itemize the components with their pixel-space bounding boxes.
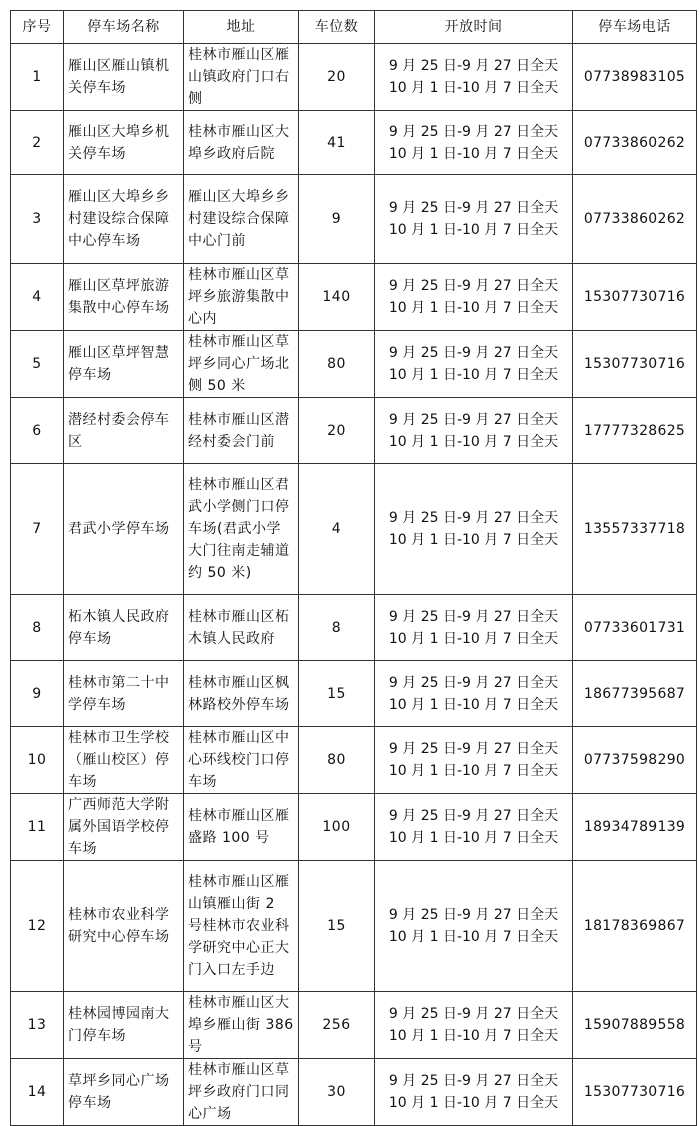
- table-header-row: [11, 11, 697, 44]
- cell-serial-number: 1: [11, 44, 64, 111]
- cell-parking-name: 雁山区草坪旅游集散中心停车场: [64, 264, 184, 331]
- open-time-line-2: 10 月 1 日-10 月 7 日全天: [388, 763, 559, 779]
- cell-open-time: [375, 111, 573, 175]
- cell-address: 桂林市雁山区雁山镇政府门口右侧: [184, 44, 299, 111]
- cell-open-time: [375, 661, 573, 727]
- header-phone: 停车场电话: [573, 11, 697, 44]
- open-time-line-2: 10 月 1 日-10 月 7 日全天: [388, 367, 559, 383]
- cell-serial-number: 8: [11, 595, 64, 661]
- cell-phone: 07733601731: [573, 595, 697, 661]
- table-row: [11, 398, 697, 464]
- open-time-line-1: 9 月 25 日-9 月 27 日全天: [388, 200, 559, 216]
- cell-phone: 07738983105: [573, 44, 697, 111]
- open-time-line-1: 9 月 25 日-9 月 27 日全天: [388, 510, 559, 526]
- cell-serial-number: 4: [11, 264, 64, 331]
- cell-spaces: 9: [299, 175, 375, 264]
- cell-serial-number: 9: [11, 661, 64, 727]
- header-spaces: 车位数: [299, 11, 375, 44]
- cell-parking-name: 雁山区雁山镇机关停车场: [64, 44, 184, 111]
- cell-phone: 18677395687: [573, 661, 697, 727]
- cell-address: 桂林市雁山区大埠乡雁山街 386 号: [184, 992, 299, 1059]
- cell-spaces: 15: [299, 661, 375, 727]
- cell-parking-name: 桂林市卫生学校（雁山校区）停车场: [64, 727, 184, 794]
- cell-address: 桂林市雁山区枫林路校外停车场: [184, 661, 299, 727]
- cell-phone: 15307730716: [573, 331, 697, 398]
- cell-spaces: 256: [299, 992, 375, 1059]
- open-time-line-1: 9 月 25 日-9 月 27 日全天: [388, 907, 559, 923]
- cell-open-time: [375, 331, 573, 398]
- open-time-line-1: 9 月 25 日-9 月 27 日全天: [388, 1073, 559, 1089]
- open-time-line-2: 10 月 1 日-10 月 7 日全天: [388, 300, 559, 316]
- open-time-line-2: 10 月 1 日-10 月 7 日全天: [388, 532, 559, 548]
- cell-parking-name: 潜经村委会停车区: [64, 398, 184, 464]
- cell-open-time: [375, 992, 573, 1059]
- cell-phone: 18934789139: [573, 794, 697, 861]
- cell-address: 桂林市雁山区潜经村委会门前: [184, 398, 299, 464]
- cell-serial-number: 14: [11, 1059, 64, 1126]
- cell-address: 雁山区大埠乡乡村建设综合保障中心门前: [184, 175, 299, 264]
- cell-spaces: 4: [299, 464, 375, 595]
- cell-spaces: 15: [299, 861, 375, 992]
- cell-serial-number: 6: [11, 398, 64, 464]
- open-time-line-1: 9 月 25 日-9 月 27 日全天: [388, 411, 559, 428]
- cell-parking-name: 桂林市第二十中学停车场: [64, 661, 184, 727]
- open-time-line-1: 9 月 25 日-9 月 27 日全天: [388, 674, 559, 691]
- cell-phone: 13557337718: [573, 464, 697, 595]
- cell-open-time: [375, 595, 573, 661]
- table-row: [11, 595, 697, 661]
- cell-address: 桂林市雁山区雁盛路 100 号: [184, 794, 299, 861]
- open-time-line-1: 9 月 25 日-9 月 27 日全天: [388, 741, 559, 757]
- cell-open-time: [375, 44, 573, 111]
- cell-address: 桂林市雁山区雁山镇雁山街 2 号桂林市农业科学研究中心正大门入口左手边: [184, 861, 299, 992]
- cell-open-time: [375, 727, 573, 794]
- cell-phone: 07737598290: [573, 727, 697, 794]
- cell-spaces: 80: [299, 331, 375, 398]
- cell-serial-number: 12: [11, 861, 64, 992]
- cell-open-time: [375, 398, 573, 464]
- cell-spaces: 100: [299, 794, 375, 861]
- open-time-line-1: 9 月 25 日-9 月 27 日全天: [388, 345, 559, 361]
- cell-phone: 07733860262: [573, 111, 697, 175]
- cell-address: 桂林市雁山区草坪乡同心广场北侧 50 米: [184, 331, 299, 398]
- cell-spaces: 30: [299, 1059, 375, 1126]
- cell-phone: 15307730716: [573, 1059, 697, 1126]
- cell-parking-name: 雁山区大埠乡机关停车场: [64, 111, 184, 175]
- open-time-line-2: 10 月 1 日-10 月 7 日全天: [388, 433, 559, 450]
- table-row: [11, 264, 697, 331]
- cell-parking-name: 桂林市农业科学研究中心停车场: [64, 861, 184, 992]
- table-row: [11, 992, 697, 1059]
- cell-spaces: 80: [299, 727, 375, 794]
- cell-spaces: 140: [299, 264, 375, 331]
- cell-open-time: [375, 1059, 573, 1126]
- open-time-line-2: 10 月 1 日-10 月 7 日全天: [388, 830, 559, 846]
- cell-open-time: [375, 861, 573, 992]
- open-time-line-2: 10 月 1 日-10 月 7 日全天: [388, 696, 559, 713]
- table-row: [11, 1059, 697, 1126]
- table-row: [11, 661, 697, 727]
- cell-spaces: 20: [299, 44, 375, 111]
- table-row: [11, 111, 697, 175]
- cell-address: 桂林市雁山区草坪乡政府门口同心广场: [184, 1059, 299, 1126]
- cell-parking-name: 草坪乡同心广场停车场: [64, 1059, 184, 1126]
- cell-open-time: [375, 175, 573, 264]
- cell-parking-name: 桂林园博园南大门停车场: [64, 992, 184, 1059]
- cell-phone: 07733860262: [573, 175, 697, 264]
- cell-serial-number: 3: [11, 175, 64, 264]
- cell-phone: 17777328625: [573, 398, 697, 464]
- parking-lot-table: [10, 10, 697, 1126]
- cell-parking-name: 广西师范大学附属外国语学校停车场: [64, 794, 184, 861]
- cell-address: 桂林市雁山区大埠乡政府后院: [184, 111, 299, 175]
- cell-parking-name: 君武小学停车场: [64, 464, 184, 595]
- cell-phone: 18178369867: [573, 861, 697, 992]
- cell-spaces: 41: [299, 111, 375, 175]
- cell-serial-number: 7: [11, 464, 64, 595]
- cell-serial-number: 10: [11, 727, 64, 794]
- cell-serial-number: 2: [11, 111, 64, 175]
- open-time-line-1: 9 月 25 日-9 月 27 日全天: [388, 608, 559, 625]
- cell-serial-number: 5: [11, 331, 64, 398]
- open-time-line-1: 9 月 25 日-9 月 27 日全天: [388, 278, 559, 294]
- cell-parking-name: 雁山区大埠乡乡村建设综合保障中心停车场: [64, 175, 184, 264]
- open-time-line-2: 10 月 1 日-10 月 7 日全天: [388, 222, 559, 238]
- cell-serial-number: 13: [11, 992, 64, 1059]
- open-time-line-2: 10 月 1 日-10 月 7 日全天: [388, 1028, 559, 1044]
- header-open-time: 开放时间: [375, 11, 573, 44]
- open-time-line-1: 9 月 25 日-9 月 27 日全天: [388, 123, 559, 140]
- table-row: [11, 44, 697, 111]
- parking-lot-table-container: [10, 10, 696, 1126]
- cell-spaces: 20: [299, 398, 375, 464]
- cell-open-time: [375, 464, 573, 595]
- cell-parking-name: 柘木镇人民政府停车场: [64, 595, 184, 661]
- cell-address: 桂林市雁山区君武小学侧门口停车场(君武小学大门往南走辅道约 50 米): [184, 464, 299, 595]
- open-time-line-1: 9 月 25 日-9 月 27 日全天: [388, 808, 559, 824]
- open-time-line-2: 10 月 1 日-10 月 7 日全天: [388, 630, 559, 647]
- table-body: [11, 44, 697, 1126]
- cell-address: 桂林市雁山区柘木镇人民政府: [184, 595, 299, 661]
- cell-address: 桂林市雁山区中心环线校门口停车场: [184, 727, 299, 794]
- open-time-line-2: 10 月 1 日-10 月 7 日全天: [388, 80, 559, 96]
- cell-phone: 15307730716: [573, 264, 697, 331]
- header-serial-number: 序号: [11, 11, 64, 44]
- cell-open-time: [375, 794, 573, 861]
- table-row: [11, 861, 697, 992]
- cell-parking-name: 雁山区草坪智慧停车场: [64, 331, 184, 398]
- cell-address: 桂林市雁山区草坪乡旅游集散中心内: [184, 264, 299, 331]
- header-address: 地址: [184, 11, 299, 44]
- header-parking-name: 停车场名称: [64, 11, 184, 44]
- open-time-line-2: 10 月 1 日-10 月 7 日全天: [388, 1095, 559, 1111]
- cell-serial-number: 11: [11, 794, 64, 861]
- table-row: [11, 794, 697, 861]
- open-time-line-1: 9 月 25 日-9 月 27 日全天: [388, 58, 559, 74]
- table-row: [11, 727, 697, 794]
- table-row: [11, 175, 697, 264]
- open-time-line-2: 10 月 1 日-10 月 7 日全天: [388, 145, 559, 162]
- open-time-line-1: 9 月 25 日-9 月 27 日全天: [388, 1006, 559, 1022]
- cell-open-time: [375, 264, 573, 331]
- open-time-line-2: 10 月 1 日-10 月 7 日全天: [388, 929, 559, 945]
- cell-phone: 15907889558: [573, 992, 697, 1059]
- table-row: [11, 331, 697, 398]
- table-row: [11, 464, 697, 595]
- cell-spaces: 8: [299, 595, 375, 661]
